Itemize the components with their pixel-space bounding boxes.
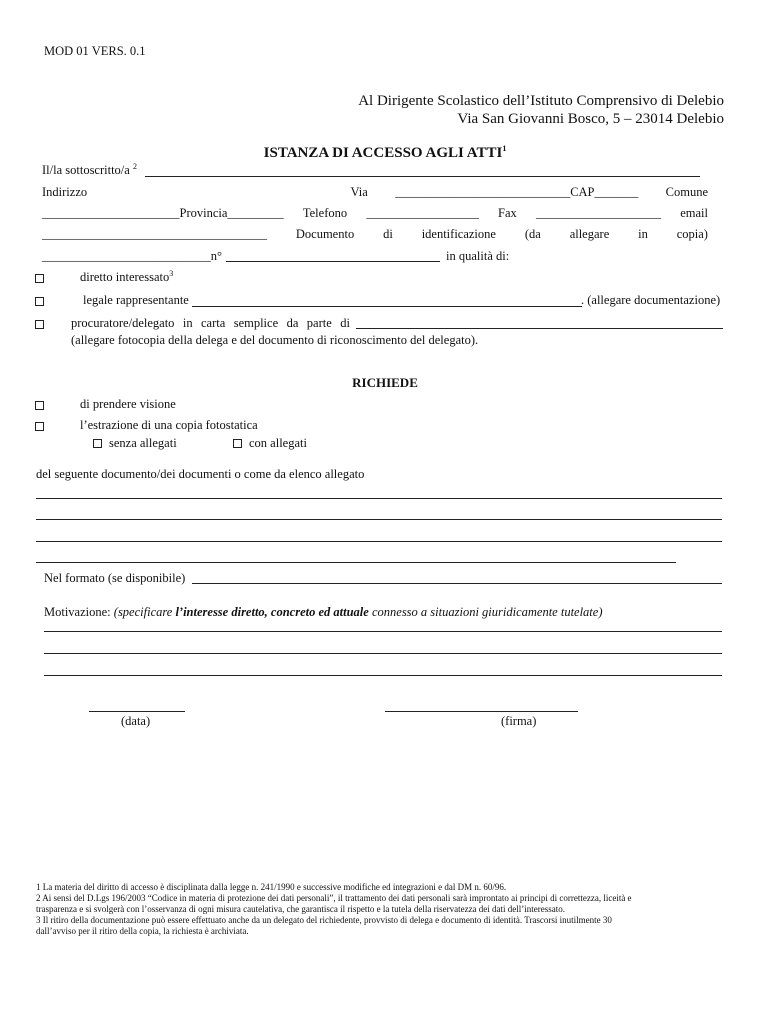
footnote-3b: dall’avviso per il ritiro della copia, la richiesta è archiviata.	[36, 926, 249, 936]
richiede-heading: RICHIEDE	[352, 375, 418, 390]
document-number-field[interactable]	[226, 261, 440, 262]
motivazione-line-1[interactable]	[44, 631, 722, 632]
option-visione: di prendere visione	[80, 397, 176, 411]
legale-note: . (allegare documentazione)	[581, 293, 721, 307]
checkbox-estrazione[interactable]	[35, 422, 44, 431]
documents-label: del seguente documento/dei documenti o come da elenco allegato	[36, 467, 365, 481]
document-number-label: ___________________________n°	[42, 249, 222, 263]
checkbox-legale[interactable]	[35, 297, 44, 306]
form-title: ISTANZA DI ACCESSO AGLI ATTI$^1$	[263, 144, 507, 161]
checkbox-visione[interactable]	[35, 401, 44, 410]
footnote-2b: trasparenza e si svolgerà con l’osservanza di ogni misura cautelativa, che garantisca il rispetto e la tutela della riservatezza dei dati dell’interessato.	[36, 904, 566, 914]
checkbox-procuratore[interactable]	[35, 320, 44, 329]
procuratore-note: (allegare fotocopia della delega e del documento di riconoscimento del delegato).	[71, 333, 479, 347]
documents-line-4[interactable]	[36, 562, 676, 563]
footnote-2a: 2 Ai sensi del D.Lgs 196/2003 “Codice in materia di protezione dei dati personali”, il trattamento dei dati personali sarà improntato ai principi di correttezza, liceità e	[36, 893, 632, 903]
date-field[interactable]	[89, 711, 185, 712]
formato-label: Nel formato (se disponibile)	[44, 571, 186, 585]
documents-line-1[interactable]	[36, 498, 722, 499]
motivazione-line-3[interactable]	[44, 675, 722, 676]
address-row: Indirizzo Via ____________________________CAP_______ Comune	[42, 185, 708, 199]
formato-field[interactable]	[192, 583, 722, 584]
procuratore-field[interactable]	[356, 328, 723, 329]
legale-field[interactable]	[192, 306, 582, 307]
qualita-label: in qualità di:	[446, 249, 510, 263]
sottoscritto-field[interactable]	[145, 176, 700, 177]
document-row: ____________________________________ Documento di identificazione (da allegare in copia)	[42, 227, 708, 241]
signature-label: (firma)	[501, 714, 537, 728]
checkbox-senza-allegati[interactable]	[93, 439, 102, 448]
checkbox-diretto[interactable]	[35, 274, 44, 283]
contact-row: ______________________Provincia_________ Telefono __________________ Fax ____________________ email	[42, 206, 708, 220]
signature-field[interactable]	[385, 711, 578, 712]
checkbox-con-allegati[interactable]	[233, 439, 242, 448]
option-senza-allegati: senza allegati	[109, 436, 177, 450]
motivazione-line-2[interactable]	[44, 653, 722, 654]
motivazione-label: Motivazione: (specificare l’interesse diretto, concreto ed attuale connesso a situazioni giuridicamente tutelate)	[44, 605, 603, 619]
option-estrazione: l’estrazione di una copia fotostatica	[80, 418, 258, 432]
footnote-3a: 3 Il ritiro della documentazione può essere effettuato anche da un delegato del richiedente, provvisto di delega e documento di identità. Trascorsi inutilmente 30	[36, 915, 612, 925]
option-legale: legale rappresentante	[83, 293, 189, 307]
documents-line-3[interactable]	[36, 541, 722, 542]
form-code: MOD 01 VERS. 0.1	[44, 44, 146, 58]
recipient-line-1: Al Dirigente Scolastico dell’Istituto Comprensivo di Delebio	[358, 93, 724, 109]
date-label: (data)	[121, 714, 151, 728]
option-procuratore: procuratore/delegato in carta semplice da parte di	[71, 316, 350, 330]
option-diretto: diretto interessato$^3$	[80, 268, 174, 284]
recipient-line-2: Via San Giovanni Bosco, 5 – 23014 Delebio	[457, 111, 724, 127]
sottoscritto-label: Il/la sottoscritto/a $^2$	[42, 161, 137, 177]
footnote-1: 1 La materia del diritto di accesso è disciplinata dalla legge n. 241/1990 e successive modifiche ed integrazioni e dal DM n. 60/96.	[36, 882, 507, 892]
documents-line-2[interactable]	[36, 519, 722, 520]
option-con-allegati: con allegati	[249, 436, 307, 450]
